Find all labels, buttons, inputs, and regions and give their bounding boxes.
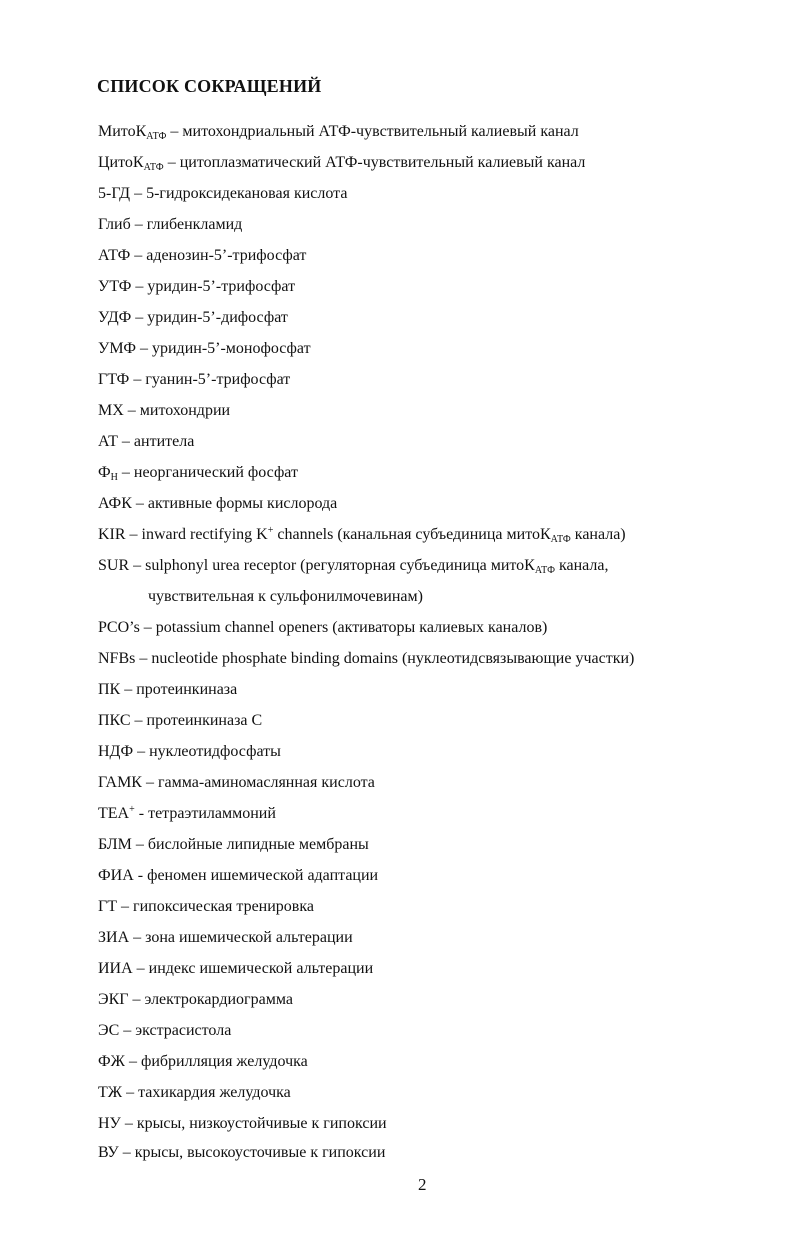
- abbreviation-entry: ПК – протеинкиназа: [98, 681, 238, 698]
- abbr-k: К: [539, 526, 551, 543]
- abbr-subscript: АТФ: [146, 131, 167, 142]
- abbreviation-entry: ЭС – экстрасистола: [98, 1022, 232, 1039]
- page-number: 2: [418, 1175, 427, 1194]
- abbr-part: канала): [570, 526, 626, 543]
- abbreviation-entry: ЗИА – зона ишемической альтерации: [98, 929, 353, 946]
- abbr-k: К: [135, 123, 147, 140]
- abbreviation-entry: [98, 804, 276, 824]
- abbreviation-entry: ПКС – протеинкиназа С: [98, 712, 263, 729]
- abbreviation-entry: [98, 556, 609, 576]
- abbr-definition: - тетраэтиламмоний: [134, 805, 276, 822]
- abbreviation-entry: [98, 122, 579, 142]
- abbr-definition: – неорганический фосфат: [117, 464, 298, 481]
- abbr-part: channels (канальная субъединица мито: [273, 526, 540, 543]
- abbreviation-entry: ФИА - феномен ишемической адаптации: [98, 867, 379, 884]
- abbr-term: ТЕА: [98, 805, 130, 822]
- abbreviation-entry: АТФ – аденозин-5’-трифосфат: [98, 247, 307, 264]
- abbreviation-entry: УТФ – уридин-5’-трифосфат: [98, 278, 296, 295]
- abbreviation-entry: ЭКГ – электрокардиограмма: [98, 991, 293, 1008]
- abbreviation-entry: ТЖ – тахикардия желудочка: [98, 1084, 291, 1101]
- abbreviation-entry: [98, 153, 585, 173]
- abbreviation-entry: Глиб – глибенкламид: [98, 216, 243, 233]
- abbreviation-entry: [98, 463, 298, 483]
- abbreviation-entry: ИИА – индекс ишемической альтерации: [98, 960, 374, 977]
- abbr-subscript: АТФ: [534, 565, 555, 576]
- abbreviation-entry: АФК – активные формы кислорода: [98, 495, 338, 512]
- abbr-superscript: +: [129, 804, 135, 815]
- abbreviation-entry: ФЖ – фибрилляция желудочка: [98, 1053, 308, 1070]
- abbreviation-entry: NFBs – nucleotide phosphate binding domains (нуклеотидсвязывающие участки): [98, 650, 635, 667]
- abbreviation-entry: АТ – антитела: [98, 433, 195, 450]
- abbr-subscript: АТФ: [143, 162, 164, 173]
- abbreviation-entry: ГТФ – гуанин-5’-трифосфат: [98, 371, 291, 388]
- abbreviation-entry: НДФ – нуклеотидфосфаты: [98, 743, 281, 760]
- abbreviation-entry: ГАМК – гамма-аминомаслянная кислота: [98, 774, 375, 791]
- abbr-term: Мито: [98, 123, 136, 140]
- page-title: СПИСОК СОКРАЩЕНИЙ: [97, 76, 322, 96]
- abbreviation-entry: [98, 525, 626, 545]
- abbr-part: канала,: [554, 557, 609, 574]
- abbreviation-entry: УДФ – уридин-5’-дифосфат: [98, 309, 288, 326]
- abbreviation-entry: ГТ – гипоксическая тренировка: [98, 898, 314, 915]
- abbreviation-entry: 5-ГД – 5-гидроксидекановая кислота: [98, 185, 348, 202]
- abbr-subscript: Н: [110, 472, 118, 483]
- abbreviation-entry: МХ – митохондрии: [98, 402, 231, 419]
- abbr-term: Ф: [98, 464, 111, 481]
- abbreviation-entry-continuation: чувствительная к сульфонилмочевинам): [148, 588, 423, 605]
- abbr-k: К: [524, 557, 535, 574]
- abbreviation-entry: УМФ – уридин-5’-монофосфат: [98, 340, 311, 357]
- abbreviation-entry: ВУ – крысы, высокоусточивые к гипоксии: [98, 1144, 386, 1161]
- abbreviation-entry: БЛМ – бислойные липидные мембраны: [98, 836, 369, 853]
- abbr-part: KIR – inward rectifying K: [98, 526, 268, 543]
- abbr-subscript: АТФ: [550, 534, 571, 545]
- abbr-definition: – цитоплазматический АТФ-чувствительный калиевый канал: [163, 154, 586, 171]
- abbr-superscript: +: [267, 525, 274, 536]
- abbr-term: Цито: [98, 154, 133, 171]
- abbreviation-entry: PCO’s – potassium channel openers (активаторы калиевых каналов): [98, 619, 548, 636]
- abbr-k: К: [132, 154, 144, 171]
- abbr-part: SUR – sulphonyl urea receptor (регуляторная субъединица мито: [98, 557, 525, 574]
- abbreviation-entry: НУ – крысы, низкоустойчивые к гипоксии: [98, 1115, 387, 1132]
- abbr-definition: – митохондриальный АТФ-чувствительный калиевый канал: [166, 123, 579, 140]
